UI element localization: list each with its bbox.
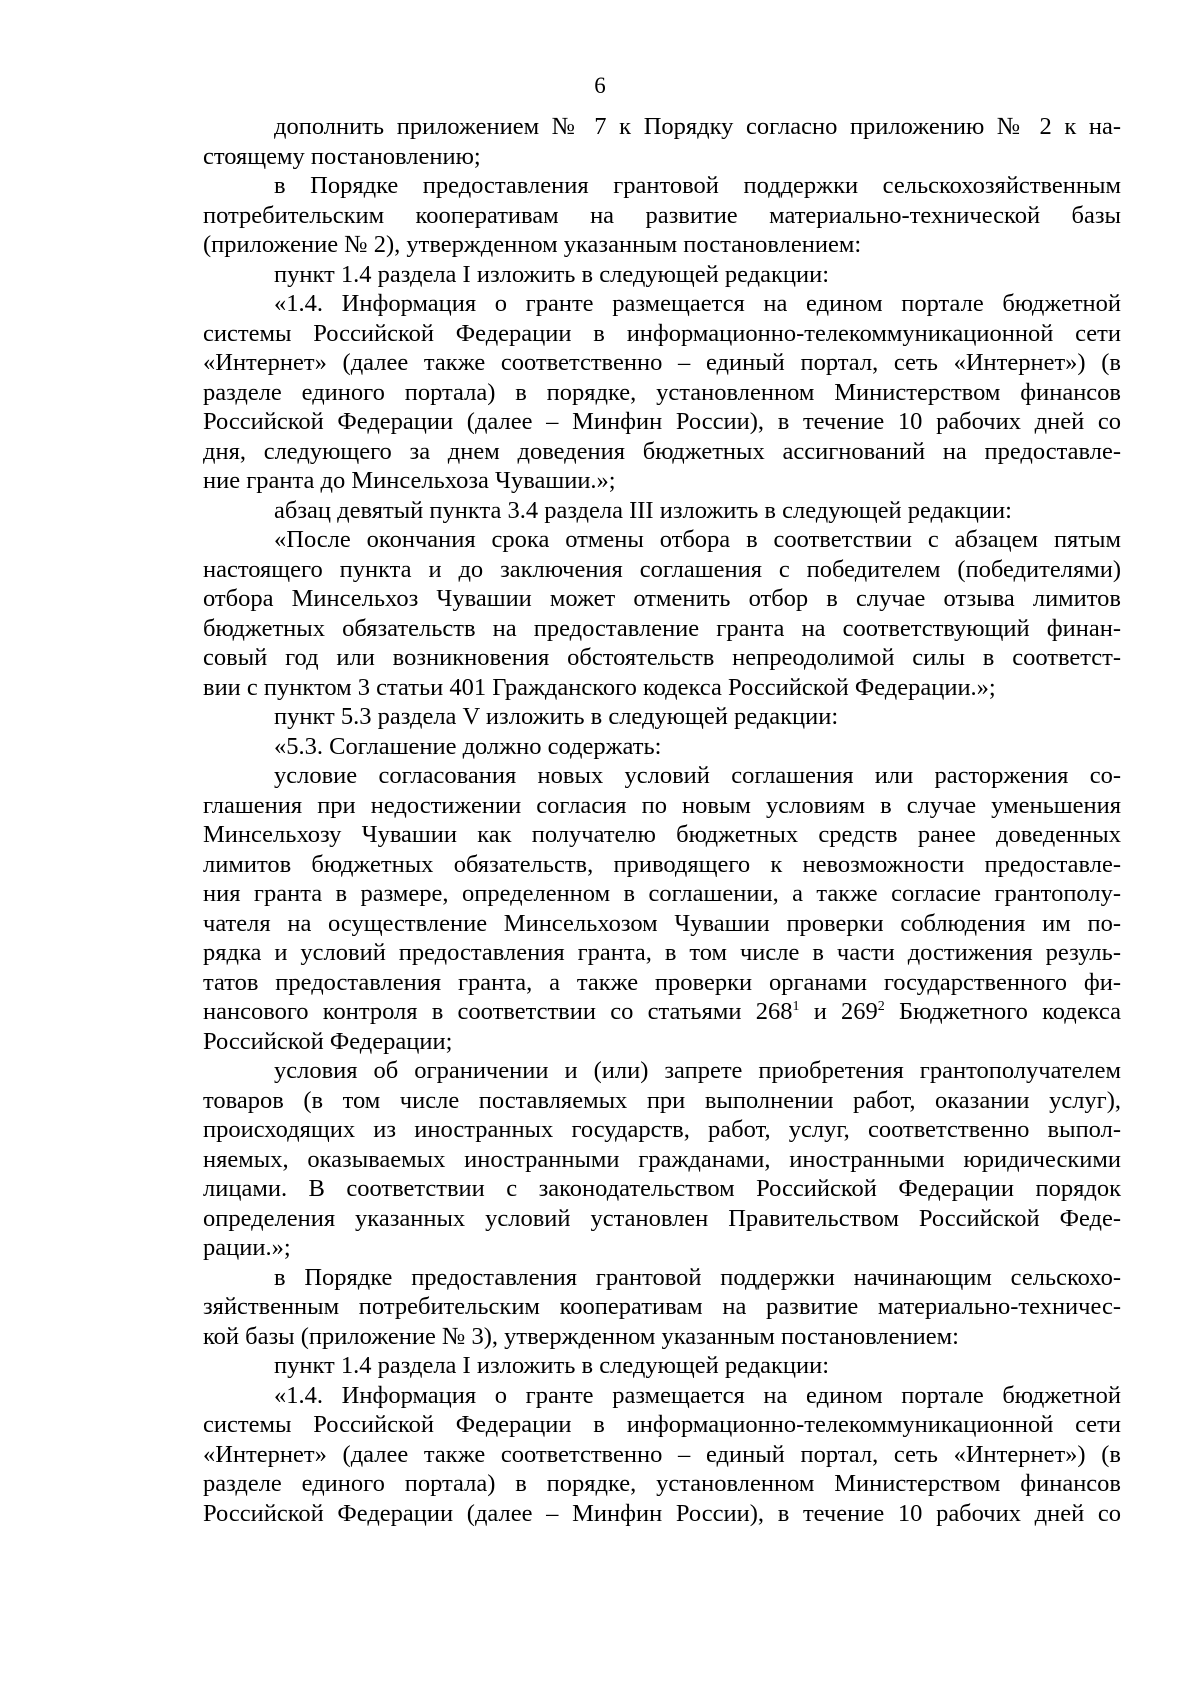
text-line: условия об ограничении и (или) запрете приобретения грантополучателем [274, 1057, 1121, 1084]
text-line: в Порядке предоставления грантовой поддержки сельскохозяйственным [274, 172, 1121, 199]
text-line: Российской Федерации (далее – Минфин России), в течение 10 рабочих дней со [203, 1499, 1121, 1527]
text-line: отбора Минсельхоз Чувашии может отменить отбор в случае отзыва лимитов [203, 585, 1121, 612]
text-line: ния гранта в размере, определенном в соглашении, а также согласие грантополу- [203, 880, 1121, 907]
text-line: совый год или возникновения обстоятельств непреодолимой силы в соответст- [203, 644, 1121, 671]
text-line: Российской Федерации; [203, 1027, 453, 1055]
text-line: бюджетных обязательств на предоставление гранта на соответствующий финан- [203, 614, 1121, 642]
document-body [203, 112, 1121, 1528]
text-line: стоящему постановлению; [203, 142, 481, 170]
text-line: абзац девятый пункта 3.4 раздела III изложить в следующей редакции: [274, 496, 1012, 524]
text-line: лицами. В соответствии с законодательством Российской Федерации порядок [203, 1175, 1121, 1202]
text-line: в Порядке предоставления грантовой поддержки начинающим сельскохо- [274, 1263, 1121, 1291]
text-line: системы Российской Федерации в информационно-телекоммуникационной сети [203, 319, 1121, 347]
text-line: происходящих из иностранных государств, работ, услуг, соответственно выпол- [203, 1116, 1121, 1143]
text-line: «5.3. Соглашение должно содержать: [274, 732, 662, 760]
text-line: разделе единого портала) в порядке, установленном Министерством финансов [203, 378, 1121, 406]
text-line: «Интернет» (далее также соответственно – единый портал, сеть «Интернет») (в [203, 1440, 1121, 1468]
text-line: разделе единого портала) в порядке, установленном Министерством финансов [203, 1470, 1121, 1497]
text-line: кой базы (приложение № 3), утвержденном указанным постановлением: [203, 1322, 959, 1350]
text-line: ние гранта до Минсельхоза Чувашии.»; [203, 467, 616, 494]
text-line: татов предоставления гранта, а также проверки органами государственного фи- [203, 968, 1121, 996]
superscript: 1 [792, 998, 800, 1014]
text-line: условие согласования новых условий соглашения или расторжения со- [274, 762, 1121, 789]
text-line: «1.4. Информация о гранте размещается на едином портале бюджетной [274, 290, 1121, 317]
text-line: пункт 5.3 раздела V изложить в следующей редакции: [274, 703, 839, 730]
text-line: товаров (в том числе поставляемых при выполнении работ, оказании услуг), [203, 1086, 1121, 1114]
text-line: рядка и условий предоставления гранта, в том числе в части достижения резуль- [203, 939, 1121, 966]
text-line: настоящего пункта и до заключения соглашения с победителем (победителями) [203, 555, 1121, 583]
text-line: «Интернет» (далее также соответственно – единый портал, сеть «Интернет») (в [203, 349, 1121, 376]
text-line [203, 997, 1121, 1027]
text-line: пункт 1.4 раздела I изложить в следующей редакции: [274, 1352, 830, 1379]
text-line: зяйственным потребительским кооперативам на развитие материально-техничес- [203, 1293, 1121, 1320]
line-segment: и 269 [799, 998, 878, 1025]
text-line: (приложение № 2), утвержденном указанным постановлением: [203, 231, 862, 258]
text-line: «После окончания срока отмены отбора в соответствии с абзацем пятым [274, 526, 1121, 553]
text-line: няемых, оказываемых иностранными гражданами, иностранными юридическими [203, 1145, 1121, 1173]
text-line: чателя на осуществление Минсельхозом Чувашии проверки соблюдения им по- [203, 909, 1121, 937]
text-line: определения указанных условий установлен Правительством Российской Феде- [203, 1204, 1121, 1232]
line-segment: Бюджетного кодекса [884, 998, 1121, 1025]
text-line: «1.4. Информация о гранте размещается на едином портале бюджетной [274, 1381, 1121, 1409]
line-segment: нансового контроля в соответствии со статьями 268 [203, 998, 793, 1025]
text-line: Российской Федерации (далее – Минфин России), в течение 10 рабочих дней со [203, 408, 1121, 435]
text-line: Минсельхозу Чувашии как получателю бюджетных средств ранее доведенных [203, 821, 1121, 848]
text-line: дня, следующего за днем доведения бюджетных ассигнований на предоставле- [203, 437, 1121, 465]
text-line: потребительским кооперативам на развитие материально-технической базы [203, 201, 1121, 229]
text-line: системы Российской Федерации в информационно-телекоммуникационной сети [203, 1411, 1121, 1438]
text-line: глашения при недостижении согласия по новым условиям в случае уменьшения [203, 791, 1121, 819]
page-number: 6 [594, 73, 606, 98]
text-line: пункт 1.4 раздела I изложить в следующей редакции: [274, 260, 830, 288]
text-line: дополнить приложением № 7 к Порядку согласно приложению № 2 к на- [274, 113, 1121, 140]
text-line: вии с пунктом 3 статьи 401 Гражданского кодекса Российской Федерации.»; [203, 673, 996, 701]
text-line: лимитов бюджетных обязательств, приводящего к невозможности предоставле- [203, 850, 1121, 878]
text-line: рации.»; [203, 1234, 291, 1261]
superscript: 2 [877, 998, 885, 1014]
